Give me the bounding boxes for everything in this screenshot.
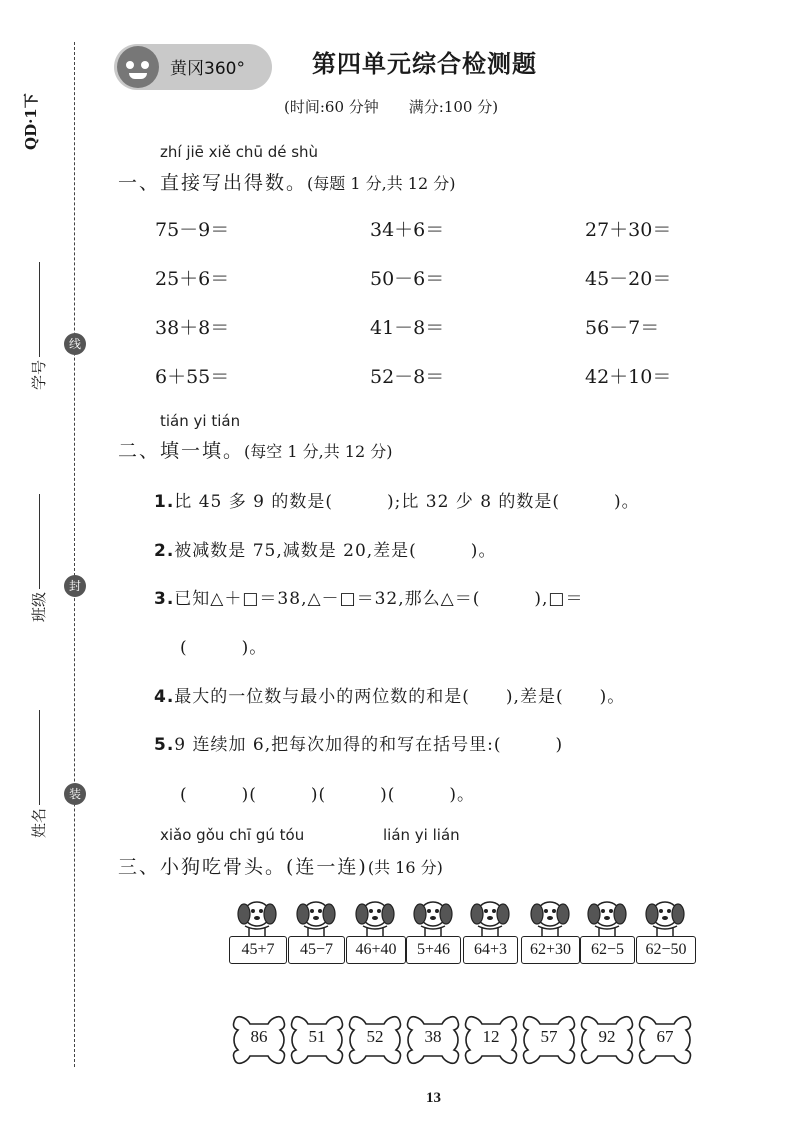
equation: 34＋6＝ <box>370 219 445 241</box>
bone-number: 38 <box>424 1027 442 1046</box>
expression-box: 62+30 <box>521 936 580 964</box>
expression-box: 62−5 <box>580 936 635 964</box>
equation: 50－6＝ <box>370 268 445 290</box>
equation: 41－8＝ <box>370 317 445 339</box>
dog-icon <box>466 896 514 936</box>
equation: 75－9＝ <box>155 219 230 241</box>
question-4-text: 最大的一位数与最小的两位数的和是( ),差是( )。 <box>174 687 626 707</box>
seal-line-mark: 线 <box>64 333 86 355</box>
question-3-continued: ( )。 <box>180 638 268 658</box>
bone-number: 57 <box>540 1027 558 1046</box>
bone-number: 86 <box>250 1027 268 1046</box>
section2-score: (每空 1 分,共 12 分) <box>244 442 393 461</box>
section2-pinyin: tián yi tián <box>160 412 241 430</box>
question-3-text: 已知△＋□＝38,△－□＝32,那么△＝( ),□＝ <box>174 589 584 609</box>
question-1-text: 比 45 多 9 的数是( );比 32 少 8 的数是( )。 <box>174 492 640 512</box>
equation: 56－7＝ <box>585 317 660 339</box>
question-5: 5.9 连续加 6,把每次加得的和写在括号里:( ) <box>154 735 564 755</box>
edition-label: QD·1下 <box>22 93 40 150</box>
student-id-label: 学号 <box>30 359 48 390</box>
question-3: 3.已知△＋□＝38,△－□＝32,那么△＝( ),□＝ <box>154 589 584 609</box>
brand-name: 黄冈360° <box>170 59 245 79</box>
question-1: 1.比 45 多 9 的数是( );比 32 少 8 的数是( )。 <box>154 492 640 512</box>
equation: 27＋30＝ <box>585 219 672 241</box>
time-info: (时间:60 分钟 满分:100 分) <box>284 98 499 116</box>
name-field <box>28 710 49 838</box>
bone-number: 52 <box>366 1027 384 1046</box>
section1-title: 一、直接写出得数。 <box>118 172 308 194</box>
section3-score: (共 16 分) <box>367 858 443 877</box>
equation: 6＋55＝ <box>155 366 230 388</box>
name-label: 姓名 <box>30 807 48 838</box>
expression-box: 45−7 <box>288 936 345 964</box>
section3-heading <box>118 852 443 879</box>
dog-icon <box>292 896 340 936</box>
section1-pinyin: zhí jiē xiě chū dé shù <box>160 143 319 161</box>
question-4: 4.最大的一位数与最小的两位数的和是( ),差是( )。 <box>154 687 626 707</box>
expression-box: 45+7 <box>229 936 287 964</box>
seal-seal-mark: 封 <box>64 575 86 597</box>
expression-box: 62−50 <box>636 936 696 964</box>
equation: 25＋6＝ <box>155 268 230 290</box>
dog-icon <box>233 896 281 936</box>
question-5-continued: ( )( )( )( )。 <box>180 785 476 805</box>
dog-icon <box>409 896 457 936</box>
expression-box: 5+46 <box>406 936 461 964</box>
class-label: 班级 <box>30 591 48 622</box>
fold-line <box>74 42 75 1067</box>
section3-title: 三、小狗吃骨头。(连一连) <box>118 856 368 878</box>
mascot-icon <box>117 46 159 88</box>
brand-badge <box>114 44 272 90</box>
section2-title: 二、填一填。 <box>118 440 245 462</box>
bone-number: 67 <box>656 1027 674 1046</box>
question-5-text: 9 连续加 6,把每次加得的和写在括号里:( ) <box>174 735 564 755</box>
page-number: 13 <box>426 1090 441 1106</box>
bone-number: 92 <box>598 1027 616 1046</box>
bone-number: 12 <box>482 1027 500 1046</box>
dog-icon <box>583 896 631 936</box>
equation: 38＋8＝ <box>155 317 230 339</box>
section3-pinyin-1: xiǎo gǒu chī gú tóu <box>160 826 305 844</box>
section1-score: (每题 1 分,共 12 分) <box>307 174 456 193</box>
dog-icon <box>526 896 574 936</box>
seal-fold-mark: 装 <box>64 783 86 805</box>
section3-pinyin-2: lián yi lián <box>383 826 460 844</box>
section1-heading <box>118 168 455 195</box>
dog-icon <box>351 896 399 936</box>
dog-icon <box>641 896 689 936</box>
page-title: 第四单元综合检测题 <box>312 50 537 78</box>
section2-heading <box>118 436 392 463</box>
expression-box: 46+40 <box>346 936 406 964</box>
bone-number: 51 <box>308 1027 326 1046</box>
class-field <box>28 494 49 622</box>
expression-box: 64+3 <box>463 936 518 964</box>
equation: 42＋10＝ <box>585 366 672 388</box>
equation: 45－20＝ <box>585 268 672 290</box>
student-id-field <box>28 262 49 390</box>
question-2: 2.被减数是 75,减数是 20,差是( )。 <box>154 541 497 561</box>
question-2-text: 被减数是 75,减数是 20,差是( )。 <box>174 541 497 561</box>
equation: 52－8＝ <box>370 366 445 388</box>
